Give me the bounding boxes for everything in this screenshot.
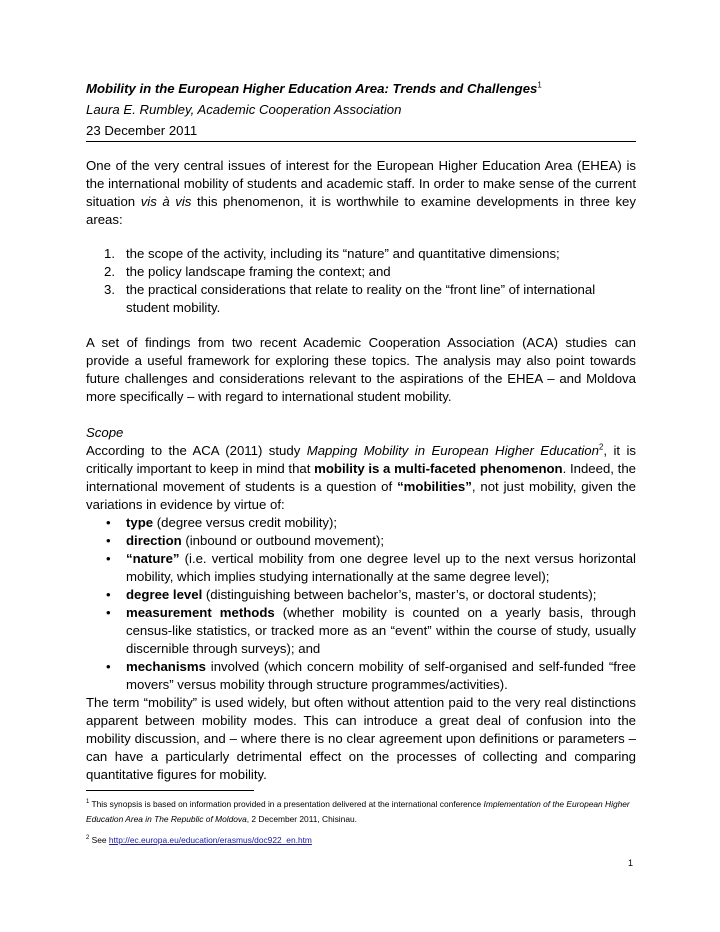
header-divider [86, 141, 636, 142]
document-date: 23 December 2011 [86, 123, 198, 138]
list-item: • type (degree versus credit mobility); [86, 514, 636, 532]
footnote-2: $^2$ See http://ec.europa.eu/education/erasmus/doc922_en.htm [86, 835, 312, 845]
bullet-icon: • [106, 551, 111, 566]
bullet-icon: • [106, 533, 111, 548]
bullet-icon: • [106, 659, 111, 674]
list-item: 3. the practical considerations that relate to reality on the “front line” of international student mobility. [104, 282, 596, 315]
document-body [86, 78, 636, 784]
list-item: • mechanisms involved (which concern mobility of self-organised and self-funded “free movers” versus mobility through structure programmes/activities). [86, 658, 636, 694]
bullet-icon: • [106, 587, 111, 602]
list-item: • direction (inbound or outbound movement); [86, 532, 636, 550]
document-title: Mobility in the European Higher Education Area: Trends and Challenges$^1$ [86, 80, 542, 96]
footnote-ref-2[interactable]: 2 [598, 442, 604, 452]
list-item: • “nature” (i.e. vertical mobility from one degree level up to the next versus horizontal mobility, which implies studying internationally at the same degree level); [86, 550, 636, 586]
list-item: • measurement methods (whether mobility is counted on a yearly basis, through census-like statistics, or tracked more as an “event” within the course of study, usually discernible through surveys); and [86, 604, 636, 658]
footnote-1: $^1$ This synopsis is based on information provided in a presentation delivered at the international conference Implementation of the European Higher Education Area in The Republic of Moldova, 2 December 2011, Chisinau. [86, 799, 630, 824]
list-item: • degree level (distinguishing between bachelor’s, master’s, or doctoral students); [86, 586, 636, 604]
findings-paragraph: A set of findings from two recent Academic Cooperation Association (ACA) studies can provide a useful framework for exploring these topics. The analysis may also point towards future challenges and considerations relevant to the aspirations of the EHEA – and Moldova more specifically – with regard to international student mobility. [86, 335, 636, 404]
bullet-icon: • [106, 515, 111, 530]
list-item: 2. the policy landscape framing the context; and [104, 264, 391, 279]
scope-paragraph: According to the ACA (2011) study Mapping Mobility in European Higher Education$^2$, it is critically important to keep in mind that mobility is a multi-faceted phenomenon. Indeed, the international movement of students is a question of “mobilities”, not just mobility, given the variations in evidence by virtue of: [86, 442, 637, 512]
areas-list [86, 245, 636, 317]
document-header [86, 78, 636, 141]
mobility-term-paragraph: The term “mobility” is used widely, but often without attention paid to the very real distinctions apparent between mobility modes. This can introduce a great deal of confusion into the mobility discussion, and – where there is no clear agreement upon definitions or parameters – can have a particularly detrimental effect on the processes of collecting and comparing quantitative figures for mobility. [86, 695, 636, 782]
list-item: 1. the scope of the activity, including its “nature” and quantitative dimensions; [104, 246, 560, 261]
footnote-divider [86, 790, 254, 791]
footnote-ref-1[interactable]: 1 [537, 80, 542, 90]
erasmus-link[interactable]: http://ec.europa.eu/education/erasmus/doc922_en.htm [108, 835, 312, 845]
document-author: Laura E. Rumbley, Academic Cooperation Association [86, 102, 402, 117]
section-heading-scope: Scope [86, 425, 124, 440]
intro-paragraph: One of the very central issues of interest for the European Higher Education Area (EHEA) is the international mobility of students and academic staff. In order to make sense of the current situation vis à vis this phenomenon, it is worthwhile to examine developments in three key areas: [86, 158, 636, 227]
bullet-icon: • [106, 605, 111, 620]
mobility-variations-list [86, 514, 636, 694]
page-number: 1 [628, 858, 634, 868]
